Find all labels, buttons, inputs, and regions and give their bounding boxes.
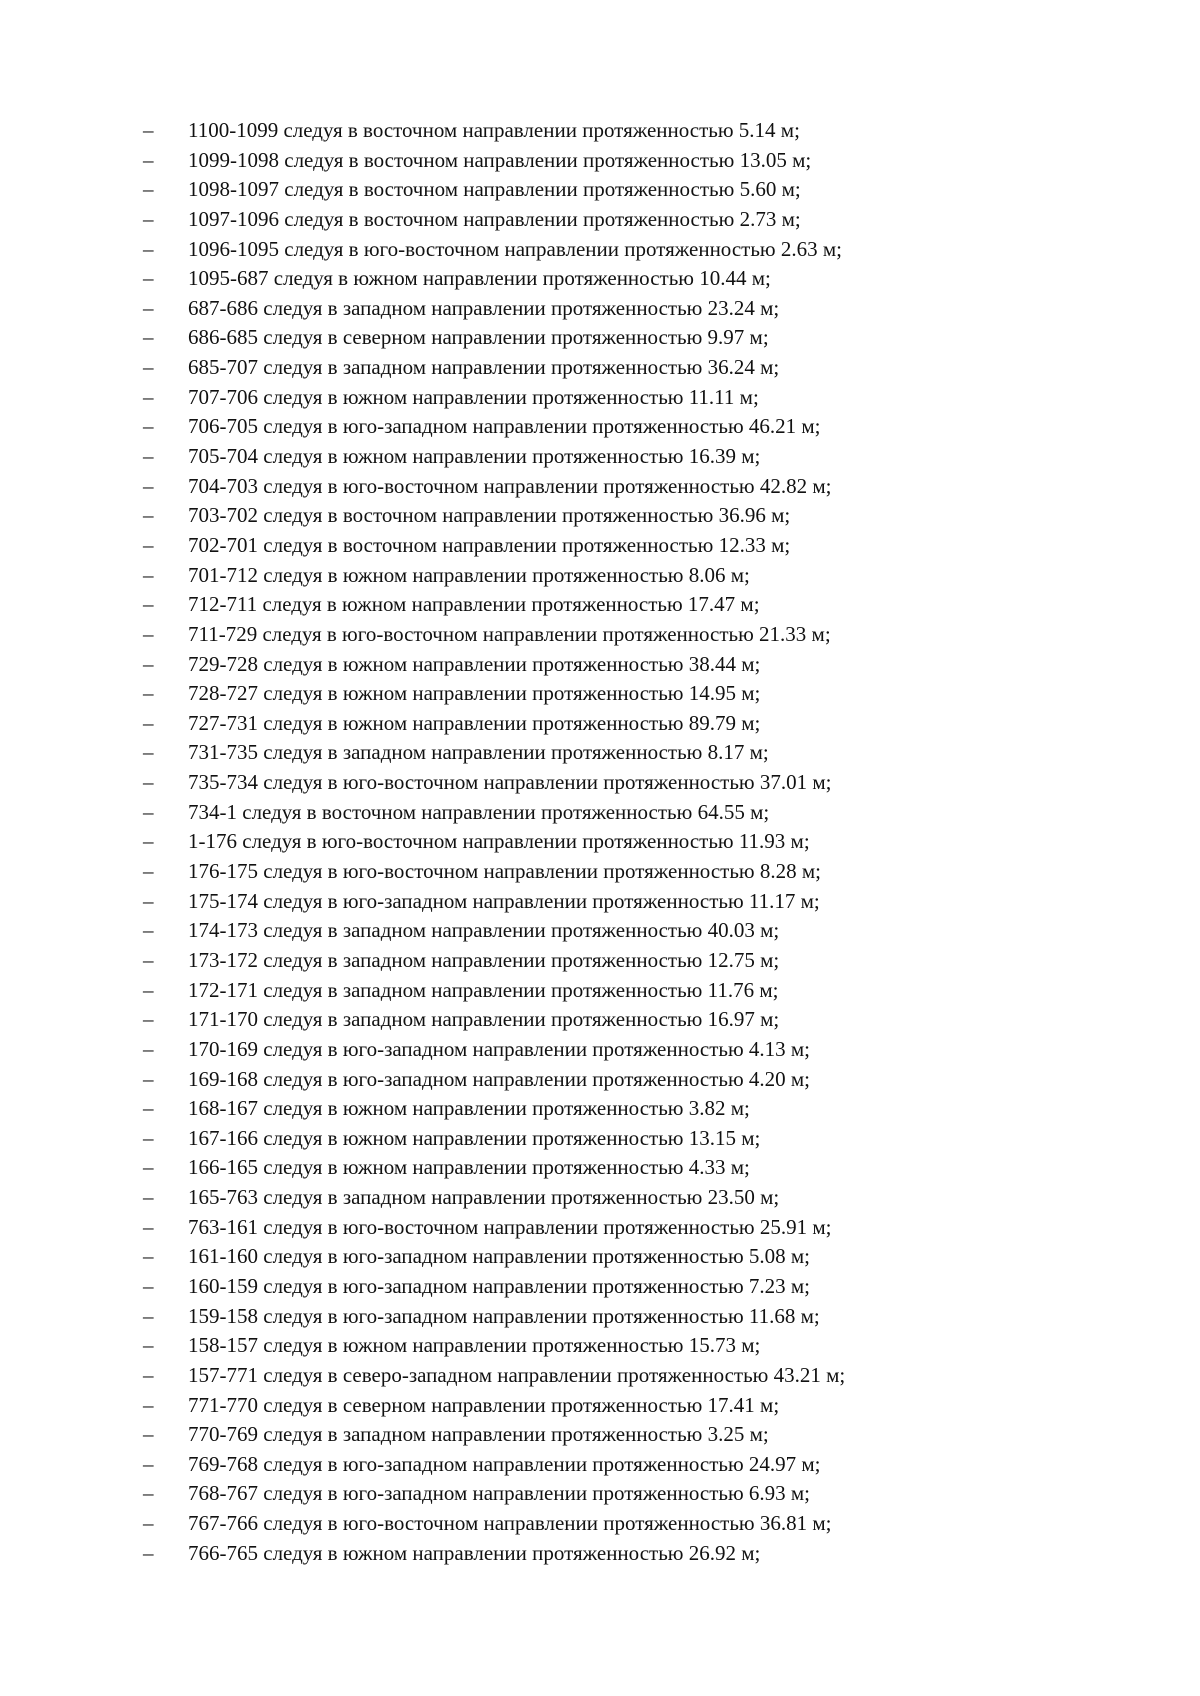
list-item bbox=[0, 1242, 1200, 1272]
dash-bullet: – bbox=[143, 562, 154, 587]
segment-description: 167-166 следуя в южном направлении протяженностью 13.15 м; bbox=[188, 1125, 761, 1150]
segment-description: 158-157 следуя в южном направлении протяженностью 15.73 м; bbox=[188, 1333, 761, 1358]
segment-description: 734-1 следуя в восточном направлении протяженностью 64.55 м; bbox=[188, 799, 770, 824]
list-item bbox=[0, 383, 1200, 413]
list-item bbox=[0, 175, 1200, 205]
list-item bbox=[0, 768, 1200, 798]
list-item bbox=[0, 1450, 1200, 1480]
segment-description: 1-176 следуя в юго-восточном направлении протяженностью 11.93 м; bbox=[188, 829, 810, 854]
list-item bbox=[0, 798, 1200, 828]
dash-bullet: – bbox=[143, 1303, 154, 1328]
list-item bbox=[0, 1094, 1200, 1124]
dash-bullet: – bbox=[143, 147, 154, 172]
list-item bbox=[0, 1391, 1200, 1421]
dash-bullet: – bbox=[143, 1155, 154, 1180]
segment-description: 704-703 следуя в юго-восточном направлении протяженностью 42.82 м; bbox=[188, 473, 832, 498]
segment-description: 767-766 следуя в юго-восточном направлении протяженностью 36.81 м; bbox=[188, 1511, 832, 1536]
segment-description: 707-706 следуя в южном направлении протяженностью 11.11 м; bbox=[188, 384, 759, 409]
segment-description: 712-711 следуя в южном направлении протяженностью 17.47 м; bbox=[188, 592, 760, 617]
list-item bbox=[0, 857, 1200, 887]
list-item bbox=[0, 827, 1200, 857]
segment-description: 701-712 следуя в южном направлении протяженностью 8.06 м; bbox=[188, 562, 750, 587]
list-item bbox=[0, 1361, 1200, 1391]
dash-bullet: – bbox=[143, 651, 154, 676]
list-item bbox=[0, 1035, 1200, 1065]
dash-bullet: – bbox=[143, 295, 154, 320]
segment-description: 159-158 следуя в юго-западном направлении протяженностью 11.68 м; bbox=[188, 1303, 820, 1328]
dash-bullet: – bbox=[143, 621, 154, 646]
dash-bullet: – bbox=[143, 118, 154, 142]
segment-description: 711-729 следуя в юго-восточном направлении протяженностью 21.33 м; bbox=[188, 621, 831, 646]
list-item bbox=[0, 620, 1200, 650]
segment-description: 1096-1095 следуя в юго-восточном направлении протяженностью 2.63 м; bbox=[188, 236, 842, 261]
dash-bullet: – bbox=[143, 355, 154, 380]
segment-description: 1095-687 следуя в южном направлении протяженностью 10.44 м; bbox=[188, 266, 771, 291]
list-item bbox=[0, 709, 1200, 739]
segment-description: 685-707 следуя в западном направлении протяженностью 36.24 м; bbox=[188, 355, 780, 380]
list-item bbox=[0, 1005, 1200, 1035]
dash-bullet: – bbox=[143, 888, 154, 913]
segment-description: 1099-1098 следуя в восточном направлении протяженностью 13.05 м; bbox=[188, 147, 812, 172]
dash-bullet: – bbox=[143, 1540, 154, 1565]
list-item bbox=[0, 976, 1200, 1006]
list-item bbox=[0, 472, 1200, 502]
segment-description: 686-685 следуя в северном направлении протяженностью 9.97 м; bbox=[188, 325, 769, 350]
segment-description: 766-765 следуя в южном направлении протяженностью 26.92 м; bbox=[188, 1540, 761, 1565]
segment-description: 768-767 следуя в юго-западном направлении протяженностью 6.93 м; bbox=[188, 1481, 811, 1506]
list-item bbox=[0, 946, 1200, 976]
segment-description: 171-170 следуя в западном направлении протяженностью 16.97 м; bbox=[188, 1007, 780, 1032]
list-item bbox=[0, 1153, 1200, 1183]
list-item bbox=[0, 1124, 1200, 1154]
segment-description: 1097-1096 следуя в восточном направлении протяженностью 2.73 м; bbox=[188, 206, 801, 231]
dash-bullet: – bbox=[143, 1185, 154, 1210]
segment-description: 160-159 следуя в юго-западном направлении протяженностью 7.23 м; bbox=[188, 1273, 811, 1298]
segment-description: 174-173 следуя в западном направлении протяженностью 40.03 м; bbox=[188, 918, 780, 943]
list-item bbox=[0, 1509, 1200, 1539]
dash-bullet: – bbox=[143, 681, 154, 706]
list-item bbox=[0, 650, 1200, 680]
dash-bullet: – bbox=[143, 1273, 154, 1298]
list-item bbox=[0, 1302, 1200, 1332]
segment-description: 703-702 следуя в восточном направлении протяженностью 36.96 м; bbox=[188, 503, 791, 528]
list-item bbox=[0, 679, 1200, 709]
segment-description: 157-771 следуя в северо-западном направлении протяженностью 43.21 м; bbox=[188, 1362, 846, 1387]
list-item bbox=[0, 1272, 1200, 1302]
segment-description: 1098-1097 следуя в восточном направлении протяженностью 5.60 м; bbox=[188, 177, 801, 202]
dash-bullet: – bbox=[143, 1511, 154, 1536]
segment-description: 702-701 следуя в восточном направлении протяженностью 12.33 м; bbox=[188, 532, 791, 557]
segment-description: 165-763 следуя в западном направлении протяженностью 23.50 м; bbox=[188, 1185, 780, 1210]
segment-description: 1100-1099 следуя в восточном направлении протяженностью 5.14 м; bbox=[188, 118, 800, 142]
segment-description: 729-728 следуя в южном направлении протяженностью 38.44 м; bbox=[188, 651, 761, 676]
dash-bullet: – bbox=[143, 740, 154, 765]
dash-bullet: – bbox=[143, 829, 154, 854]
dash-bullet: – bbox=[143, 1422, 154, 1447]
list-item bbox=[0, 590, 1200, 620]
segment-description: 705-704 следуя в южном направлении протяженностью 16.39 м; bbox=[188, 444, 761, 469]
list-item bbox=[0, 353, 1200, 383]
segment-description: 170-169 следуя в юго-западном направлении протяженностью 4.13 м; bbox=[188, 1036, 811, 1061]
dash-bullet: – bbox=[143, 770, 154, 795]
list-item bbox=[0, 264, 1200, 294]
list-item bbox=[0, 1213, 1200, 1243]
list-item bbox=[0, 1065, 1200, 1095]
list-item bbox=[0, 501, 1200, 531]
list-item bbox=[0, 412, 1200, 442]
segment-description: 175-174 следуя в юго-западном направлении протяженностью 11.17 м; bbox=[188, 888, 820, 913]
dash-bullet: – bbox=[143, 1392, 154, 1417]
dash-bullet: – bbox=[143, 1066, 154, 1091]
segment-description: 168-167 следуя в южном направлении протяженностью 3.82 м; bbox=[188, 1096, 750, 1121]
segment-description: 176-175 следуя в юго-восточном направлении протяженностью 8.28 м; bbox=[188, 859, 821, 884]
segment-description: 769-768 следуя в юго-западном направлении протяженностью 24.97 м; bbox=[188, 1451, 821, 1476]
list-item bbox=[0, 738, 1200, 768]
dash-bullet: – bbox=[143, 799, 154, 824]
list-item bbox=[0, 916, 1200, 946]
dash-bullet: – bbox=[143, 1481, 154, 1506]
dash-bullet: – bbox=[143, 1451, 154, 1476]
dash-bullet: – bbox=[143, 325, 154, 350]
dash-bullet: – bbox=[143, 206, 154, 231]
segment-description: 706-705 следуя в юго-западном направлении протяженностью 46.21 м; bbox=[188, 414, 821, 439]
list-item bbox=[0, 887, 1200, 917]
list-item bbox=[0, 1479, 1200, 1509]
dash-bullet: – bbox=[143, 1125, 154, 1150]
segment-description: 735-734 следуя в юго-восточном направлении протяженностью 37.01 м; bbox=[188, 770, 832, 795]
list-item bbox=[0, 1331, 1200, 1361]
segment-description: 687-686 следуя в западном направлении протяженностью 23.24 м; bbox=[188, 295, 780, 320]
list-item bbox=[0, 146, 1200, 176]
segment-description: 166-165 следуя в южном направлении протяженностью 4.33 м; bbox=[188, 1155, 750, 1180]
dash-bullet: – bbox=[143, 918, 154, 943]
dash-bullet: – bbox=[143, 1096, 154, 1121]
segment-description: 770-769 следуя в западном направлении протяженностью 3.25 м; bbox=[188, 1422, 769, 1447]
dash-bullet: – bbox=[143, 236, 154, 261]
dash-bullet: – bbox=[143, 977, 154, 1002]
list-item bbox=[0, 1539, 1200, 1569]
list-item bbox=[0, 442, 1200, 472]
dash-bullet: – bbox=[143, 859, 154, 884]
segment-description: 727-731 следуя в южном направлении протяженностью 89.79 м; bbox=[188, 710, 761, 735]
dash-bullet: – bbox=[143, 1362, 154, 1387]
segment-description: 173-172 следуя в западном направлении протяженностью 12.75 м; bbox=[188, 947, 780, 972]
dash-bullet: – bbox=[143, 532, 154, 557]
dash-bullet: – bbox=[143, 1214, 154, 1239]
segment-description: 169-168 следуя в юго-западном направлении протяженностью 4.20 м; bbox=[188, 1066, 811, 1091]
dash-bullet: – bbox=[143, 947, 154, 972]
dash-bullet: – bbox=[143, 384, 154, 409]
dash-bullet: – bbox=[143, 1007, 154, 1032]
dash-bullet: – bbox=[143, 1333, 154, 1358]
list-item bbox=[0, 294, 1200, 324]
dash-bullet: – bbox=[143, 177, 154, 202]
dash-bullet: – bbox=[143, 473, 154, 498]
dash-bullet: – bbox=[143, 710, 154, 735]
dash-bullet: – bbox=[143, 414, 154, 439]
segment-description: 728-727 следуя в южном направлении протяженностью 14.95 м; bbox=[188, 681, 761, 706]
segment-description: 731-735 следуя в западном направлении протяженностью 8.17 м; bbox=[188, 740, 769, 765]
list-item bbox=[0, 323, 1200, 353]
dash-bullet: – bbox=[143, 266, 154, 291]
dash-bullet: – bbox=[143, 1036, 154, 1061]
boundary-segment-list bbox=[0, 116, 1200, 1568]
dash-bullet: – bbox=[143, 1244, 154, 1269]
list-item bbox=[0, 1420, 1200, 1450]
dash-bullet: – bbox=[143, 592, 154, 617]
dash-bullet: – bbox=[143, 444, 154, 469]
list-item bbox=[0, 531, 1200, 561]
list-item bbox=[0, 116, 1200, 146]
list-item bbox=[0, 1183, 1200, 1213]
segment-description: 161-160 следуя в юго-западном направлении протяженностью 5.08 м; bbox=[188, 1244, 811, 1269]
segment-description: 763-161 следуя в юго-восточном направлении протяженностью 25.91 м; bbox=[188, 1214, 832, 1239]
list-item bbox=[0, 205, 1200, 235]
list-item bbox=[0, 561, 1200, 591]
segment-description: 172-171 следуя в западном направлении протяженностью 11.76 м; bbox=[188, 977, 779, 1002]
segment-description: 771-770 следуя в северном направлении протяженностью 17.41 м; bbox=[188, 1392, 780, 1417]
list-item bbox=[0, 235, 1200, 265]
dash-bullet: – bbox=[143, 503, 154, 528]
